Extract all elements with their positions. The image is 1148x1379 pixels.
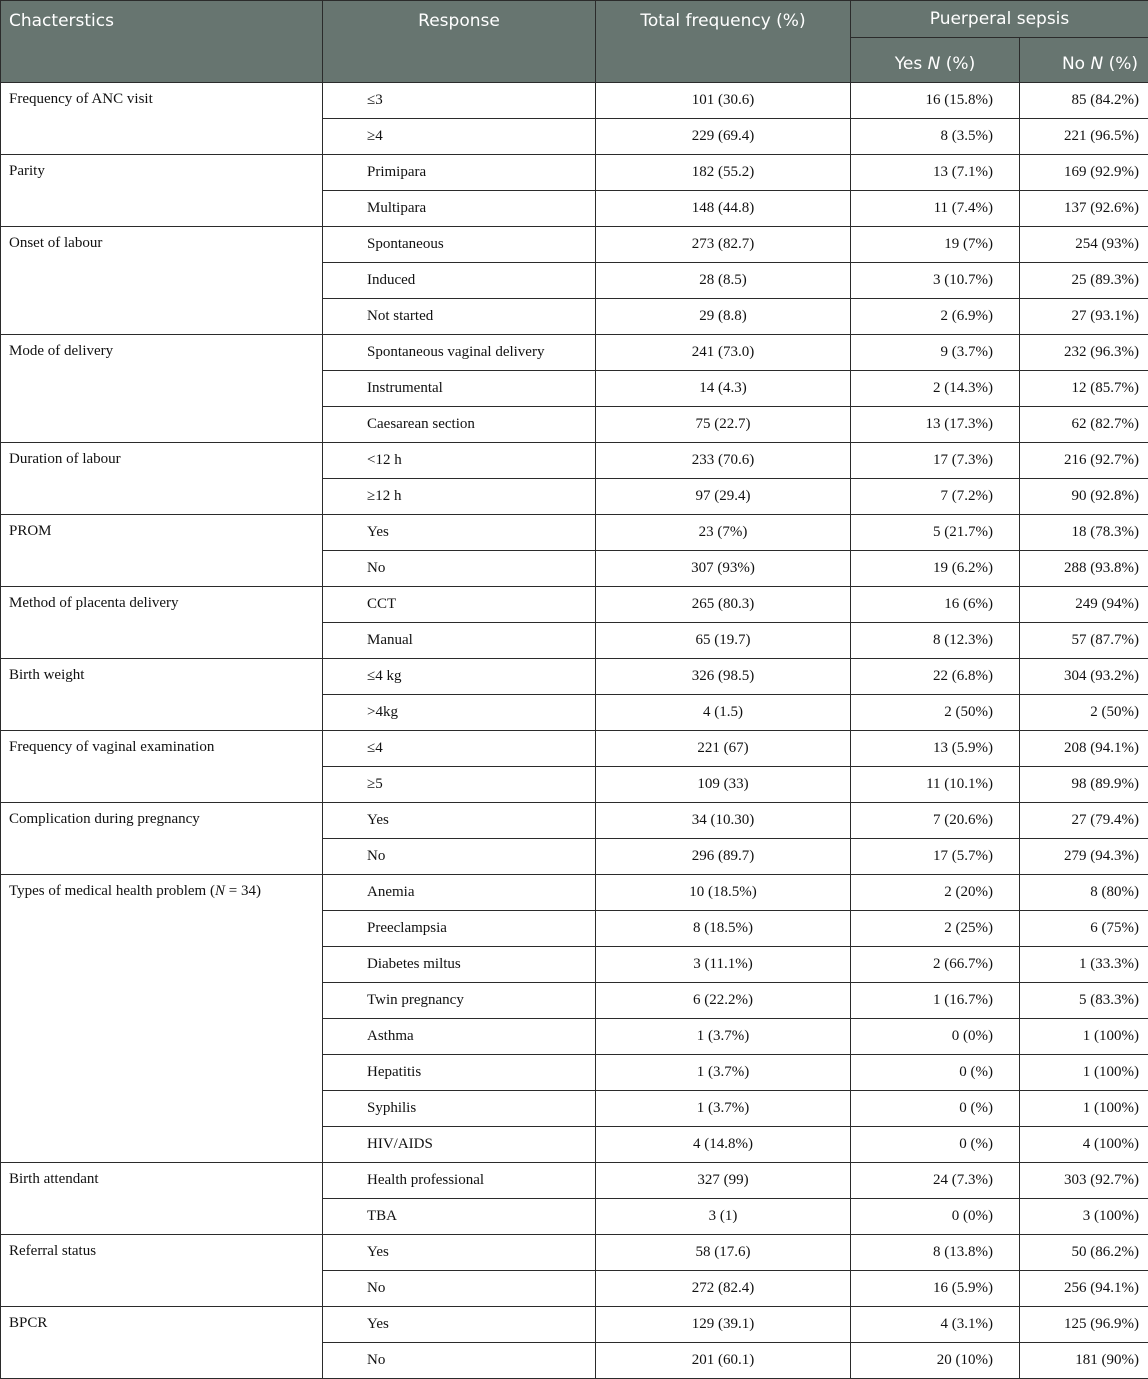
response-cell: No <box>323 551 596 587</box>
total-frequency-cell: 148 (44.8) <box>596 191 851 227</box>
characteristic-cell <box>1 155 323 227</box>
sepsis-yes-cell: 13 (5.9%) <box>851 731 1020 767</box>
response-cell: Asthma <box>323 1019 596 1055</box>
sepsis-yes-cell: 13 (17.3%) <box>851 407 1020 443</box>
header-response: Response <box>323 1 596 83</box>
table-row <box>1 803 1148 839</box>
total-frequency-cell: 307 (93%) <box>596 551 851 587</box>
characteristic-cell <box>1 515 323 587</box>
characteristic-cell <box>1 1307 323 1379</box>
characteristic-cell <box>1 227 323 335</box>
response-cell: Caesarean section <box>323 407 596 443</box>
sepsis-no-cell: 1 (100%) <box>1020 1055 1148 1091</box>
header-characteristics: Chacterstics <box>1 1 323 83</box>
response-cell: Twin pregnancy <box>323 983 596 1019</box>
total-frequency-cell: 229 (69.4) <box>596 119 851 155</box>
response-cell: ≤4 <box>323 731 596 767</box>
response-cell: Anemia <box>323 875 596 911</box>
table-row <box>1 1163 1148 1199</box>
response-cell: Yes <box>323 1235 596 1271</box>
table-row <box>1 731 1148 767</box>
characteristic-label: Mode of delivery <box>9 343 113 359</box>
total-frequency-cell: 29 (8.8) <box>596 299 851 335</box>
sepsis-no-cell: 25 (89.3%) <box>1020 263 1148 299</box>
sepsis-yes-cell: 16 (6%) <box>851 587 1020 623</box>
response-cell: Spontaneous vaginal delivery <box>323 335 596 371</box>
characteristic-label: Birth weight <box>9 667 84 683</box>
sepsis-yes-cell: 11 (10.1%) <box>851 767 1020 803</box>
sepsis-no-cell: 18 (78.3%) <box>1020 515 1148 551</box>
sepsis-yes-cell: 11 (7.4%) <box>851 191 1020 227</box>
sepsis-no-cell: 4 (100%) <box>1020 1127 1148 1163</box>
sepsis-yes-cell: 22 (6.8%) <box>851 659 1020 695</box>
characteristic-cell <box>1 659 323 731</box>
response-cell: Syphilis <box>323 1091 596 1127</box>
characteristic-label: Onset of labour <box>9 235 102 251</box>
total-frequency-cell: 272 (82.4) <box>596 1271 851 1307</box>
total-frequency-cell: 58 (17.6) <box>596 1235 851 1271</box>
response-cell: CCT <box>323 587 596 623</box>
sepsis-yes-cell: 0 (%) <box>851 1091 1020 1127</box>
table-row <box>1 335 1148 371</box>
characteristic-cell <box>1 83 323 155</box>
characteristic-cell <box>1 1235 323 1307</box>
sepsis-no-cell: 3 (100%) <box>1020 1199 1148 1235</box>
response-cell: No <box>323 1343 596 1379</box>
sepsis-no-cell: 304 (93.2%) <box>1020 659 1148 695</box>
characteristic-label: Frequency of ANC visit <box>9 91 153 107</box>
table-header <box>1 1 1148 83</box>
sepsis-yes-cell: 2 (50%) <box>851 695 1020 731</box>
sepsis-yes-cell: 19 (6.2%) <box>851 551 1020 587</box>
characteristic-cell <box>1 443 323 515</box>
sepsis-no-cell: 137 (92.6%) <box>1020 191 1148 227</box>
characteristic-label: Frequency of vaginal examination <box>9 739 214 755</box>
characteristic-label: Parity <box>9 163 45 179</box>
characteristic-label: Method of placenta delivery <box>9 595 179 611</box>
response-cell: Spontaneous <box>323 227 596 263</box>
characteristic-label: BPCR <box>9 1315 47 1331</box>
total-frequency-cell: 3 (1) <box>596 1199 851 1235</box>
total-frequency-cell: 221 (67) <box>596 731 851 767</box>
characteristic-cell <box>1 335 323 443</box>
response-cell: ≤3 <box>323 83 596 119</box>
total-frequency-cell: 182 (55.2) <box>596 155 851 191</box>
total-frequency-cell: 10 (18.5%) <box>596 875 851 911</box>
header-no-n: N <box>1090 54 1103 74</box>
total-frequency-cell: 6 (22.2%) <box>596 983 851 1019</box>
total-frequency-cell: 34 (10.30) <box>596 803 851 839</box>
total-frequency-cell: 296 (89.7) <box>596 839 851 875</box>
response-cell: >4kg <box>323 695 596 731</box>
sepsis-yes-cell: 16 (15.8%) <box>851 83 1020 119</box>
total-frequency-cell: 23 (7%) <box>596 515 851 551</box>
total-frequency-cell: 327 (99) <box>596 1163 851 1199</box>
sepsis-yes-cell: 2 (14.3%) <box>851 371 1020 407</box>
header-yes-prefix: Yes <box>895 54 928 74</box>
response-cell: Yes <box>323 803 596 839</box>
sepsis-no-cell: 57 (87.7%) <box>1020 623 1148 659</box>
response-cell: Preeclampsia <box>323 911 596 947</box>
sepsis-no-cell: 5 (83.3%) <box>1020 983 1148 1019</box>
total-frequency-cell: 4 (14.8%) <box>596 1127 851 1163</box>
total-frequency-cell: 1 (3.7%) <box>596 1055 851 1091</box>
response-cell: Instrumental <box>323 371 596 407</box>
sepsis-no-cell: 62 (82.7%) <box>1020 407 1148 443</box>
header-yes-suffix: (%) <box>940 54 975 74</box>
sepsis-no-cell: 303 (92.7%) <box>1020 1163 1148 1199</box>
response-cell: ≤4 kg <box>323 659 596 695</box>
characteristic-cell <box>1 803 323 875</box>
sepsis-yes-cell: 0 (%) <box>851 1055 1020 1091</box>
sepsis-yes-cell: 8 (12.3%) <box>851 623 1020 659</box>
sepsis-yes-cell: 4 (3.1%) <box>851 1307 1020 1343</box>
total-frequency-cell: 3 (11.1%) <box>596 947 851 983</box>
characteristic-label: PROM <box>9 523 52 539</box>
response-cell: HIV/AIDS <box>323 1127 596 1163</box>
characteristic-label-n: N <box>215 883 225 899</box>
characteristic-label: Types of medical health problem ( <box>9 883 215 899</box>
sepsis-yes-cell: 8 (3.5%) <box>851 119 1020 155</box>
response-cell: Yes <box>323 515 596 551</box>
sepsis-yes-cell: 7 (20.6%) <box>851 803 1020 839</box>
response-cell: <12 h <box>323 443 596 479</box>
response-cell: Manual <box>323 623 596 659</box>
sepsis-no-cell: 50 (86.2%) <box>1020 1235 1148 1271</box>
total-frequency-cell: 273 (82.7) <box>596 227 851 263</box>
sepsis-no-cell: 169 (92.9%) <box>1020 155 1148 191</box>
table-row <box>1 443 1148 479</box>
sepsis-no-cell: 221 (96.5%) <box>1020 119 1148 155</box>
characteristic-label: Duration of labour <box>9 451 121 467</box>
table-row <box>1 1235 1148 1271</box>
sepsis-yes-cell: 7 (7.2%) <box>851 479 1020 515</box>
sepsis-yes-cell: 2 (20%) <box>851 875 1020 911</box>
sepsis-no-cell: 8 (80%) <box>1020 875 1148 911</box>
sepsis-yes-cell: 3 (10.7%) <box>851 263 1020 299</box>
total-frequency-cell: 4 (1.5) <box>596 695 851 731</box>
total-frequency-cell: 14 (4.3) <box>596 371 851 407</box>
characteristic-cell <box>1 731 323 803</box>
characteristic-label: Complication during pregnancy <box>9 811 200 827</box>
sepsis-yes-cell: 17 (7.3%) <box>851 443 1020 479</box>
characteristic-cell <box>1 1163 323 1235</box>
sepsis-no-cell: 1 (100%) <box>1020 1091 1148 1127</box>
total-frequency-cell: 326 (98.5) <box>596 659 851 695</box>
total-frequency-cell: 65 (19.7) <box>596 623 851 659</box>
response-cell: No <box>323 839 596 875</box>
response-cell: Not started <box>323 299 596 335</box>
response-cell: ≥5 <box>323 767 596 803</box>
total-frequency-cell: 241 (73.0) <box>596 335 851 371</box>
characteristic-label-after: = 34) <box>225 883 261 899</box>
response-cell: Health professional <box>323 1163 596 1199</box>
table-row <box>1 227 1148 263</box>
response-cell: TBA <box>323 1199 596 1235</box>
sepsis-no-cell: 27 (79.4%) <box>1020 803 1148 839</box>
sepsis-no-cell: 125 (96.9%) <box>1020 1307 1148 1343</box>
sepsis-no-cell: 98 (89.9%) <box>1020 767 1148 803</box>
sepsis-no-cell: 279 (94.3%) <box>1020 839 1148 875</box>
response-cell: No <box>323 1271 596 1307</box>
sepsis-no-cell: 12 (85.7%) <box>1020 371 1148 407</box>
characteristic-cell <box>1 875 323 1163</box>
sepsis-yes-cell: 2 (25%) <box>851 911 1020 947</box>
header-no-prefix: No <box>1062 54 1091 74</box>
sepsis-no-cell: 85 (84.2%) <box>1020 83 1148 119</box>
table-row <box>1 875 1148 911</box>
response-cell: Induced <box>323 263 596 299</box>
sepsis-no-cell: 90 (92.8%) <box>1020 479 1148 515</box>
table-row <box>1 659 1148 695</box>
characteristic-label: Birth attendant <box>9 1171 99 1187</box>
sepsis-yes-cell: 8 (13.8%) <box>851 1235 1020 1271</box>
header-yes-n: N <box>928 54 941 74</box>
total-frequency-cell: 233 (70.6) <box>596 443 851 479</box>
total-frequency-cell: 8 (18.5%) <box>596 911 851 947</box>
sepsis-no-cell: 6 (75%) <box>1020 911 1148 947</box>
sepsis-yes-cell: 0 (0%) <box>851 1199 1020 1235</box>
sepsis-no-cell: 181 (90%) <box>1020 1343 1148 1379</box>
sepsis-yes-cell: 24 (7.3%) <box>851 1163 1020 1199</box>
table-row <box>1 1307 1148 1343</box>
sepsis-yes-cell: 17 (5.7%) <box>851 839 1020 875</box>
total-frequency-cell: 75 (22.7) <box>596 407 851 443</box>
sepsis-no-cell: 208 (94.1%) <box>1020 731 1148 767</box>
response-cell: Diabetes miltus <box>323 947 596 983</box>
table-body <box>1 83 1148 1379</box>
sepsis-no-cell: 232 (96.3%) <box>1020 335 1148 371</box>
table-row <box>1 155 1148 191</box>
sepsis-yes-cell: 16 (5.9%) <box>851 1271 1020 1307</box>
total-frequency-cell: 1 (3.7%) <box>596 1091 851 1127</box>
sepsis-no-cell: 254 (93%) <box>1020 227 1148 263</box>
header-puerperal-sepsis: Puerperal sepsis <box>851 1 1148 38</box>
response-cell: Yes <box>323 1307 596 1343</box>
sepsis-yes-cell: 0 (%) <box>851 1127 1020 1163</box>
header-yes <box>851 38 1020 83</box>
sepsis-no-cell: 216 (92.7%) <box>1020 443 1148 479</box>
sepsis-yes-cell: 2 (6.9%) <box>851 299 1020 335</box>
header-no <box>1020 38 1148 83</box>
total-frequency-cell: 201 (60.1) <box>596 1343 851 1379</box>
characteristic-cell <box>1 587 323 659</box>
sepsis-no-cell: 2 (50%) <box>1020 695 1148 731</box>
sepsis-no-cell: 249 (94%) <box>1020 587 1148 623</box>
header-no-suffix: (%) <box>1103 54 1138 74</box>
sepsis-yes-cell: 0 (0%) <box>851 1019 1020 1055</box>
response-cell: Hepatitis <box>323 1055 596 1091</box>
table-row <box>1 83 1148 119</box>
sepsis-yes-cell: 1 (16.7%) <box>851 983 1020 1019</box>
response-cell: Multipara <box>323 191 596 227</box>
characteristic-label: Referral status <box>9 1243 96 1259</box>
sepsis-yes-cell: 2 (66.7%) <box>851 947 1020 983</box>
sepsis-yes-cell: 5 (21.7%) <box>851 515 1020 551</box>
table-row <box>1 587 1148 623</box>
total-frequency-cell: 109 (33) <box>596 767 851 803</box>
sepsis-no-cell: 1 (33.3%) <box>1020 947 1148 983</box>
sepsis-no-cell: 256 (94.1%) <box>1020 1271 1148 1307</box>
total-frequency-cell: 129 (39.1) <box>596 1307 851 1343</box>
total-frequency-cell: 1 (3.7%) <box>596 1019 851 1055</box>
sepsis-yes-cell: 13 (7.1%) <box>851 155 1020 191</box>
sepsis-yes-cell: 20 (10%) <box>851 1343 1020 1379</box>
header-total-frequency: Total frequency (%) <box>596 1 851 83</box>
total-frequency-cell: 265 (80.3) <box>596 587 851 623</box>
sepsis-no-cell: 1 (100%) <box>1020 1019 1148 1055</box>
table-row <box>1 515 1148 551</box>
response-cell: ≥4 <box>323 119 596 155</box>
response-cell: ≥12 h <box>323 479 596 515</box>
sepsis-yes-cell: 19 (7%) <box>851 227 1020 263</box>
total-frequency-cell: 28 (8.5) <box>596 263 851 299</box>
sepsis-no-cell: 27 (93.1%) <box>1020 299 1148 335</box>
total-frequency-cell: 101 (30.6) <box>596 83 851 119</box>
sepsis-no-cell: 288 (93.8%) <box>1020 551 1148 587</box>
total-frequency-cell: 97 (29.4) <box>596 479 851 515</box>
sepsis-yes-cell: 9 (3.7%) <box>851 335 1020 371</box>
response-cell: Primipara <box>323 155 596 191</box>
